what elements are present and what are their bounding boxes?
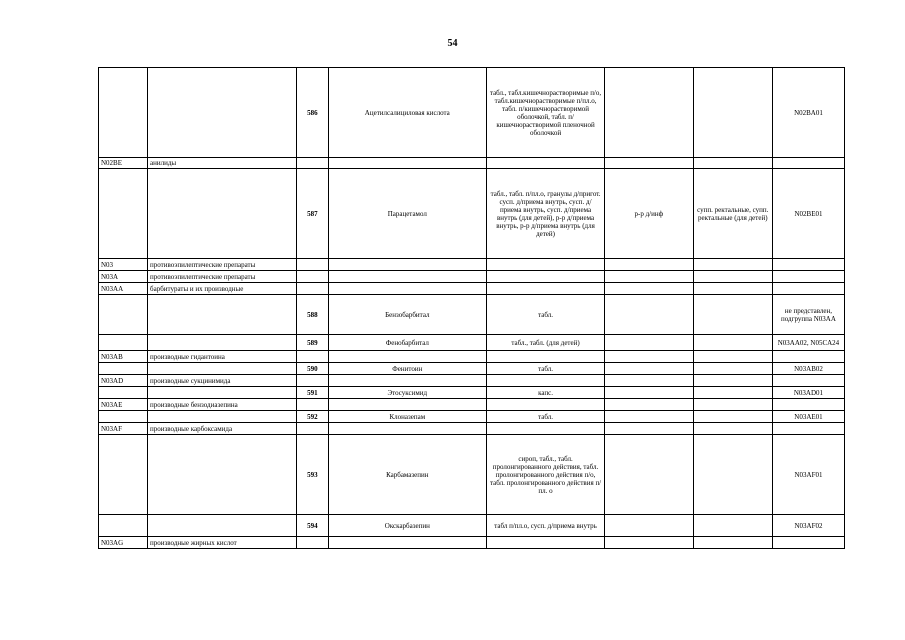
cell-atc bbox=[772, 537, 844, 549]
cell-group bbox=[148, 295, 297, 335]
cell-num bbox=[297, 259, 328, 271]
table-row bbox=[99, 387, 845, 399]
cell-name bbox=[328, 271, 487, 283]
drug-table bbox=[98, 67, 845, 549]
table-row bbox=[99, 283, 845, 295]
cell-other bbox=[693, 158, 772, 169]
cell-code bbox=[99, 169, 148, 259]
cell-code bbox=[99, 411, 148, 423]
cell-form2 bbox=[604, 351, 693, 363]
table-row bbox=[99, 271, 845, 283]
cell-code: N03AD bbox=[99, 375, 148, 387]
table-row bbox=[99, 169, 845, 259]
cell-code bbox=[99, 515, 148, 537]
cell-form: табл п/пл.о, сусп. д/приема внутрь bbox=[487, 515, 605, 537]
cell-form2 bbox=[604, 363, 693, 375]
table-row bbox=[99, 363, 845, 375]
cell-code bbox=[99, 435, 148, 515]
cell-num: 589 bbox=[297, 335, 328, 351]
cell-code: N03AG bbox=[99, 537, 148, 549]
cell-code bbox=[99, 335, 148, 351]
cell-num: 586 bbox=[297, 68, 328, 158]
cell-form2 bbox=[604, 335, 693, 351]
cell-form: табл., табл.кишечнорастворимые п/о, табл.кишечнорастворимые п/пл.о, табл. п/кишечнорастворимой оболочкой, табл. п/кишечнорастворимой пленочной оболочкой bbox=[487, 68, 605, 158]
cell-code bbox=[99, 387, 148, 399]
cell-other bbox=[693, 435, 772, 515]
cell-form2 bbox=[604, 387, 693, 399]
cell-atc bbox=[772, 351, 844, 363]
cell-atc bbox=[772, 375, 844, 387]
table-row bbox=[99, 435, 845, 515]
cell-other bbox=[693, 537, 772, 549]
cell-group: производные карбоксамида bbox=[148, 423, 297, 435]
cell-group bbox=[148, 335, 297, 351]
cell-group: противоэпилептические препараты bbox=[148, 271, 297, 283]
cell-code: N02BE bbox=[99, 158, 148, 169]
cell-name: Клоназепам bbox=[328, 411, 487, 423]
cell-group: производные жирных кислот bbox=[148, 537, 297, 549]
cell-name bbox=[328, 399, 487, 411]
table-row bbox=[99, 423, 845, 435]
cell-form bbox=[487, 537, 605, 549]
cell-form bbox=[487, 283, 605, 295]
cell-other bbox=[693, 399, 772, 411]
cell-atc bbox=[772, 259, 844, 271]
cell-form: сироп, табл., табл. пролонгированного действия, табл. пролонгированного действия п/о, табл. пролонгированного действия п/пл. о bbox=[487, 435, 605, 515]
cell-form2 bbox=[604, 375, 693, 387]
cell-form2 bbox=[604, 411, 693, 423]
cell-num bbox=[297, 423, 328, 435]
cell-other bbox=[693, 351, 772, 363]
cell-other bbox=[693, 363, 772, 375]
table-row bbox=[99, 335, 845, 351]
cell-form2 bbox=[604, 399, 693, 411]
cell-form2: р-р д/инф bbox=[604, 169, 693, 259]
cell-atc: N03AD01 bbox=[772, 387, 844, 399]
table-row bbox=[99, 259, 845, 271]
cell-num: 588 bbox=[297, 295, 328, 335]
cell-atc: N02BE01 bbox=[772, 169, 844, 259]
cell-num bbox=[297, 399, 328, 411]
cell-num bbox=[297, 537, 328, 549]
cell-form2 bbox=[604, 295, 693, 335]
page-number: 54 bbox=[447, 38, 458, 49]
cell-other bbox=[693, 259, 772, 271]
cell-group bbox=[148, 387, 297, 399]
cell-code bbox=[99, 68, 148, 158]
cell-num: 591 bbox=[297, 387, 328, 399]
cell-group: производные сукцинимида bbox=[148, 375, 297, 387]
cell-name bbox=[328, 375, 487, 387]
cell-form bbox=[487, 351, 605, 363]
cell-code bbox=[99, 295, 148, 335]
cell-other bbox=[693, 283, 772, 295]
cell-name bbox=[328, 537, 487, 549]
cell-name bbox=[328, 283, 487, 295]
cell-num bbox=[297, 351, 328, 363]
cell-num bbox=[297, 158, 328, 169]
cell-code: N03A bbox=[99, 271, 148, 283]
cell-atc bbox=[772, 423, 844, 435]
cell-name: Фенобарбитал bbox=[328, 335, 487, 351]
table-row bbox=[99, 515, 845, 537]
cell-atc: N03AF01 bbox=[772, 435, 844, 515]
table-row bbox=[99, 411, 845, 423]
cell-atc: N03AF02 bbox=[772, 515, 844, 537]
cell-group: производные гидантоина bbox=[148, 351, 297, 363]
cell-group: производные бензодиазепина bbox=[148, 399, 297, 411]
cell-num: 594 bbox=[297, 515, 328, 537]
cell-name: Карбамазепин bbox=[328, 435, 487, 515]
cell-form2 bbox=[604, 68, 693, 158]
cell-form2 bbox=[604, 435, 693, 515]
cell-code: N03AE bbox=[99, 399, 148, 411]
cell-atc bbox=[772, 271, 844, 283]
cell-form bbox=[487, 399, 605, 411]
cell-form2 bbox=[604, 259, 693, 271]
cell-other bbox=[693, 335, 772, 351]
cell-form: табл., табл. п/пл.о, гранулы д/пригот. сусп. д/приема внутрь, сусп. д/приема внутрь, сусп. д/приема внутрь (для детей), р-р д/приема внутрь, р-р д/приема внутрь (для детей) bbox=[487, 169, 605, 259]
cell-group: анилиды bbox=[148, 158, 297, 169]
cell-form: табл. bbox=[487, 411, 605, 423]
cell-code: N03AF bbox=[99, 423, 148, 435]
cell-name: Бензобарбитал bbox=[328, 295, 487, 335]
cell-name bbox=[328, 351, 487, 363]
cell-atc: N03AA02, N05CA24 bbox=[772, 335, 844, 351]
cell-num: 587 bbox=[297, 169, 328, 259]
cell-atc: N03AB02 bbox=[772, 363, 844, 375]
cell-other bbox=[693, 411, 772, 423]
cell-form bbox=[487, 259, 605, 271]
cell-other: супп. ректальные, супп. ректальные (для детей) bbox=[693, 169, 772, 259]
cell-group: барбитураты и их производные bbox=[148, 283, 297, 295]
cell-group bbox=[148, 411, 297, 423]
cell-atc: N03AE01 bbox=[772, 411, 844, 423]
cell-num bbox=[297, 375, 328, 387]
cell-form bbox=[487, 423, 605, 435]
cell-form: табл. bbox=[487, 363, 605, 375]
cell-form2 bbox=[604, 283, 693, 295]
cell-code: N03 bbox=[99, 259, 148, 271]
cell-atc: не представлен, подгруппа N03AA bbox=[772, 295, 844, 335]
cell-num bbox=[297, 271, 328, 283]
cell-code: N03AA bbox=[99, 283, 148, 295]
table-row bbox=[99, 158, 845, 169]
cell-name: Фенитоин bbox=[328, 363, 487, 375]
cell-atc bbox=[772, 158, 844, 169]
cell-num bbox=[297, 283, 328, 295]
cell-form: капс. bbox=[487, 387, 605, 399]
cell-group bbox=[148, 169, 297, 259]
cell-num: 593 bbox=[297, 435, 328, 515]
cell-group: противоэпилептические препараты bbox=[148, 259, 297, 271]
cell-form bbox=[487, 271, 605, 283]
cell-form: табл., табл. (для детей) bbox=[487, 335, 605, 351]
table-row bbox=[99, 351, 845, 363]
cell-name: Ацетилсалициловая кислота bbox=[328, 68, 487, 158]
cell-form: табл. bbox=[487, 295, 605, 335]
cell-form2 bbox=[604, 423, 693, 435]
cell-other bbox=[693, 295, 772, 335]
cell-other bbox=[693, 271, 772, 283]
cell-name bbox=[328, 423, 487, 435]
cell-name: Этосуксимид bbox=[328, 387, 487, 399]
cell-other bbox=[693, 68, 772, 158]
cell-name: Парацетамол bbox=[328, 169, 487, 259]
cell-name bbox=[328, 259, 487, 271]
cell-form bbox=[487, 375, 605, 387]
cell-form2 bbox=[604, 158, 693, 169]
cell-form bbox=[487, 158, 605, 169]
cell-group bbox=[148, 363, 297, 375]
cell-atc: N02BA01 bbox=[772, 68, 844, 158]
cell-name bbox=[328, 158, 487, 169]
cell-other bbox=[693, 423, 772, 435]
cell-num: 590 bbox=[297, 363, 328, 375]
table-row bbox=[99, 399, 845, 411]
cell-atc bbox=[772, 399, 844, 411]
cell-form2 bbox=[604, 515, 693, 537]
cell-atc bbox=[772, 283, 844, 295]
cell-other bbox=[693, 375, 772, 387]
cell-code bbox=[99, 363, 148, 375]
cell-code: N03AB bbox=[99, 351, 148, 363]
table-row bbox=[99, 68, 845, 158]
cell-group bbox=[148, 435, 297, 515]
cell-other bbox=[693, 515, 772, 537]
cell-group bbox=[148, 68, 297, 158]
table-row bbox=[99, 295, 845, 335]
cell-other bbox=[693, 387, 772, 399]
cell-name: Окскарбазепин bbox=[328, 515, 487, 537]
cell-form2 bbox=[604, 271, 693, 283]
cell-form2 bbox=[604, 537, 693, 549]
cell-num: 592 bbox=[297, 411, 328, 423]
table-row bbox=[99, 375, 845, 387]
cell-group bbox=[148, 515, 297, 537]
table-row bbox=[99, 537, 845, 549]
